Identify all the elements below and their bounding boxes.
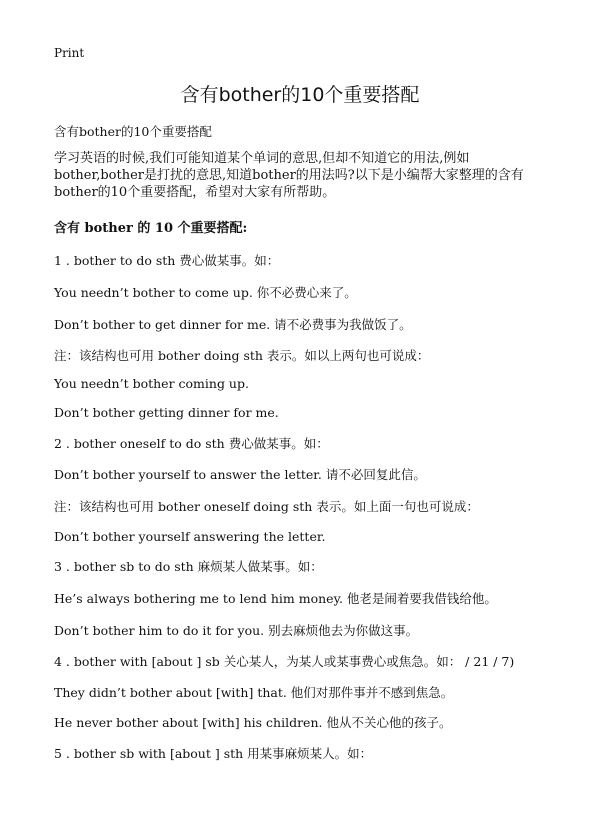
note-line: 注：该结构也可用 bother doing sth 表示。如以上两句也可说成： — [54, 348, 430, 363]
example-line: You needn’t bother coming up. — [54, 376, 249, 391]
example-line: He’s always bothering me to lend him money. 他老是闹着要我借钱给他。 — [54, 591, 497, 606]
section-heading: 含有 bother 的 10 个重要搭配: — [54, 221, 248, 236]
page-title: 含有bother的10个重要搭配 — [180, 84, 420, 106]
example-line: Don’t bother yourself to answer the letter. 请不必回复此信。 — [54, 467, 426, 482]
collocation-1-heading: 1 . bother to do sth 费心做某事。如： — [54, 253, 280, 268]
example-line: You needn’t bother to come up. 你不必费心来了。 — [54, 285, 357, 300]
example-line: Don’t bother him to do it for you. 别去麻烦他去为你做这事。 — [54, 623, 419, 638]
collocation-3-heading: 3 . bother sb to do sth 麻烦某人做某事。如： — [54, 559, 323, 574]
subtitle: 含有bother的10个重要搭配 — [54, 124, 212, 139]
note-line: 注：该结构也可用 bother oneself doing sth 表示。如上面一句也可说成： — [54, 499, 479, 514]
example-line: He never bother about [with] his children. 他从不关心他的孩子。 — [54, 715, 452, 730]
intro-line: bother,bother是打扰的意思,知道bother的用法吗?以下是小编帮大家整理的含有 — [54, 168, 524, 183]
collocation-2-heading: 2 . bother oneself to do sth 费心做某事。如： — [54, 436, 329, 451]
collocation-5-heading: 5 . bother sb with [about ] sth 用某事麻烦某人。如： — [54, 746, 373, 761]
example-line: Don’t bother to get dinner for me. 请不必费事为我做饭了。 — [54, 317, 412, 332]
intro-line: 学习英语的时候,我们可能知道某个单词的意思,但却不知道它的用法,例如 — [54, 151, 470, 166]
collocation-4-heading: 4 . bother with [about ] sb 关心某人，为某人或某事费心或焦急。如： / 21 / 7) — [54, 654, 515, 669]
example-line: Don’t bother getting dinner for me. — [54, 405, 279, 420]
intro-line: bother的10个重要搭配，希望对大家有所帮助。 — [54, 185, 336, 200]
intro-paragraph — [54, 150, 554, 201]
print-label: Print — [54, 46, 85, 60]
example-line: Don’t bother yourself answering the letter. — [54, 529, 326, 544]
example-line: They didn’t bother about [with] that. 他们对那件事并不感到焦急。 — [54, 685, 454, 700]
